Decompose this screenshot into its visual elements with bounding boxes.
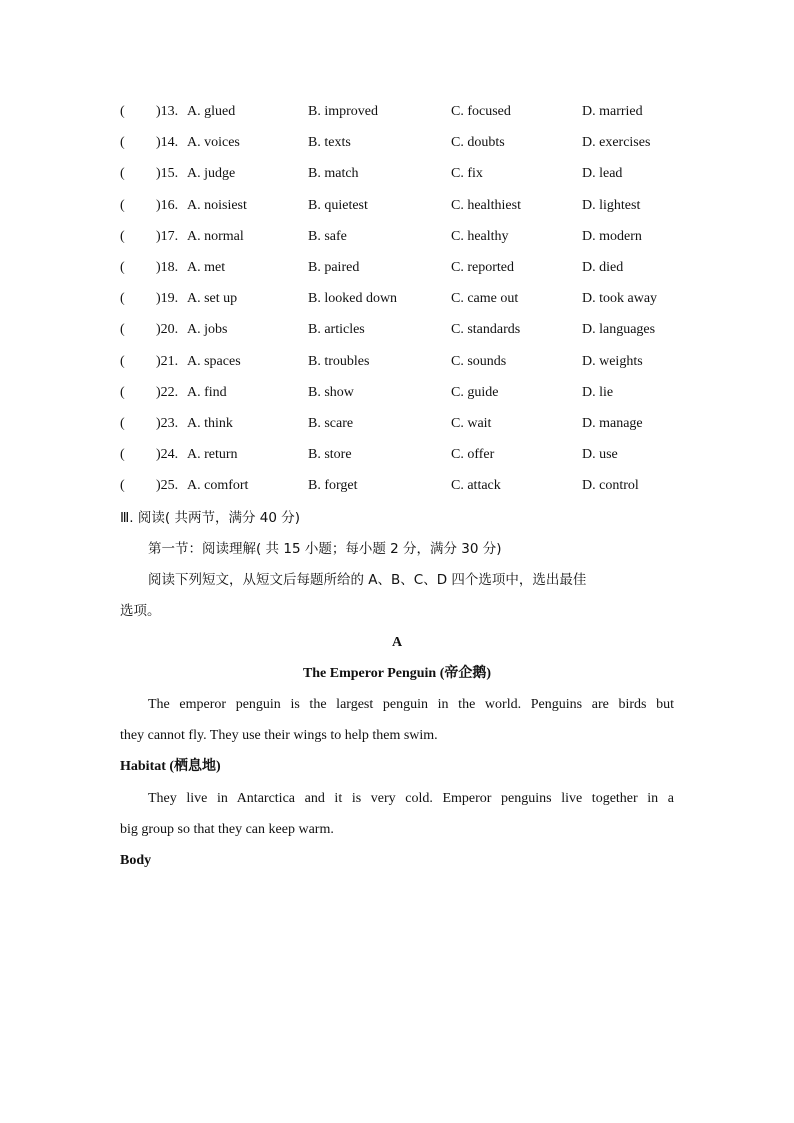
habitat-heading: Habitat (栖息地) [120, 759, 221, 774]
answer-paren: ( [120, 322, 125, 337]
option-c: C. wait [451, 416, 492, 431]
option-b: B. troubles [308, 354, 370, 369]
option-b: B. store [308, 447, 352, 462]
option-b: B. articles [308, 322, 365, 337]
habitat-line-2: big group so that they can keep warm. [120, 822, 334, 837]
option-b: B. looked down [308, 291, 398, 306]
option-a: A. voices [187, 135, 240, 150]
question-row [0, 414, 794, 434]
option-a: A. think [187, 416, 233, 431]
question-number: )16. [156, 198, 179, 213]
answer-paren: ( [120, 478, 125, 493]
question-row [0, 476, 794, 496]
option-c: C. healthiest [451, 198, 521, 213]
passage-letter: A [391, 635, 403, 650]
question-row [0, 352, 794, 372]
question-row [0, 102, 794, 122]
option-a: A. noisiest [187, 198, 247, 213]
option-d: D. married [582, 104, 643, 119]
option-a: A. return [187, 447, 238, 462]
intro-line-1: The emperor penguin is the largest penguin in the world. Penguins are birds but [148, 697, 674, 712]
answer-paren: ( [120, 260, 125, 275]
question-row [0, 164, 794, 184]
option-d: D. languages [582, 322, 656, 337]
option-a: A. normal [187, 229, 244, 244]
option-d: D. use [582, 447, 618, 462]
instruction-line-1: 阅读下列短文，从短文后每题所给的 A、B、C、D 四个选项中，选出最佳 [148, 572, 587, 588]
question-row [0, 445, 794, 465]
answer-paren: ( [120, 354, 125, 369]
habitat-line-1: They live in Antarctica and it is very cold. Emperor penguins live together in a [148, 791, 674, 806]
option-a: A. comfort [187, 478, 249, 493]
option-a: A. met [187, 260, 226, 275]
question-row [0, 196, 794, 216]
option-d: D. lightest [582, 198, 641, 213]
answer-paren: ( [120, 416, 125, 431]
question-number: )19. [156, 291, 179, 306]
option-d: D. weights [582, 354, 643, 369]
question-number: )14. [156, 135, 179, 150]
question-number: )18. [156, 260, 179, 275]
question-number: )15. [156, 166, 179, 181]
answer-paren: ( [120, 135, 125, 150]
answer-paren: ( [120, 291, 125, 306]
passage-title: The Emperor Penguin (帝企鹅) [302, 666, 492, 681]
option-a: A. jobs [187, 322, 228, 337]
option-d: D. exercises [582, 135, 651, 150]
question-row [0, 320, 794, 340]
option-b: B. improved [308, 104, 378, 119]
instruction-line-2: 选项。 [120, 603, 161, 619]
option-b: B. show [308, 385, 354, 400]
option-b: B. paired [308, 260, 360, 275]
option-c: C. reported [451, 260, 514, 275]
answer-paren: ( [120, 229, 125, 244]
question-number: )21. [156, 354, 179, 369]
option-c: C. standards [451, 322, 521, 337]
option-d: D. died [582, 260, 624, 275]
answer-paren: ( [120, 447, 125, 462]
question-number: )20. [156, 322, 179, 337]
question-number: )24. [156, 447, 179, 462]
option-a: A. judge [187, 166, 236, 181]
option-c: C. healthy [451, 229, 509, 244]
intro-line-2: they cannot fly. They use their wings to help them swim. [120, 728, 438, 743]
body-heading: Body [120, 853, 152, 868]
answer-paren: ( [120, 166, 125, 181]
option-d: D. lie [582, 385, 614, 400]
option-d: D. manage [582, 416, 643, 431]
question-row [0, 258, 794, 278]
option-c: C. attack [451, 478, 501, 493]
question-row [0, 289, 794, 309]
question-number: )22. [156, 385, 179, 400]
option-b: B. safe [308, 229, 347, 244]
question-row [0, 133, 794, 153]
option-d: D. took away [582, 291, 658, 306]
section-heading: Ⅲ. 阅读( 共两节，满分 40 分) [120, 510, 300, 526]
option-d: D. modern [582, 229, 642, 244]
question-number: )25. [156, 478, 179, 493]
question-number: )17. [156, 229, 179, 244]
option-c: C. sounds [451, 354, 507, 369]
option-b: B. texts [308, 135, 351, 150]
question-row [0, 383, 794, 403]
option-b: B. match [308, 166, 359, 181]
option-a: A. glued [187, 104, 236, 119]
question-row [0, 227, 794, 247]
option-c: C. fix [451, 166, 483, 181]
answer-paren: ( [120, 104, 125, 119]
option-c: C. offer [451, 447, 495, 462]
option-c: C. doubts [451, 135, 505, 150]
question-number: )13. [156, 104, 179, 119]
answer-paren: ( [120, 385, 125, 400]
option-b: B. scare [308, 416, 354, 431]
option-d: D. lead [582, 166, 623, 181]
question-number: )23. [156, 416, 179, 431]
option-c: C. came out [451, 291, 519, 306]
option-d: D. control [582, 478, 639, 493]
option-c: C. guide [451, 385, 499, 400]
option-a: A. find [187, 385, 227, 400]
option-a: A. spaces [187, 354, 241, 369]
part1-heading: 第一节：阅读理解( 共 15 小题；每小题 2 分，满分 30 分) [148, 541, 502, 557]
option-c: C. focused [451, 104, 511, 119]
answer-paren: ( [120, 198, 125, 213]
option-a: A. set up [187, 291, 238, 306]
option-b: B. quietest [308, 198, 368, 213]
option-b: B. forget [308, 478, 358, 493]
